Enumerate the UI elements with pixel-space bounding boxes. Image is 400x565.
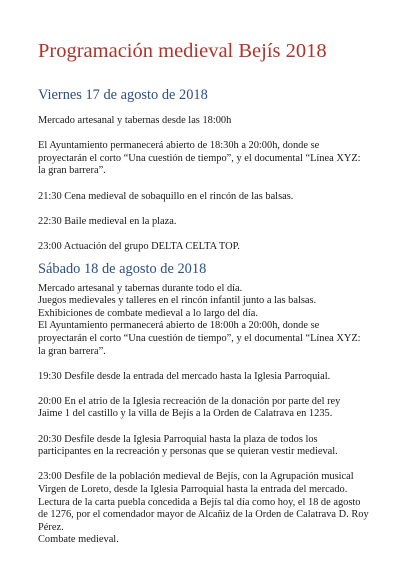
friday-paragraph-market [38, 115, 370, 128]
day-heading-friday: Viernes 17 de agosto de 2018 [38, 87, 208, 103]
text-line: la gran barrera”. [38, 165, 106, 177]
saturday-paragraph-night-parade [38, 471, 370, 547]
text-line: Lectura de la carta puebla concedida a Bejís tal día como hoy, el 18 de agosto [38, 496, 361, 508]
saturday-paragraph-parade [38, 371, 370, 384]
text-line: 20:00 En el atrio de la Iglesia recreación de la donación por parte del rey [38, 395, 341, 407]
text-line: 23:00 Actuación del grupo DELTA CELTA TOP. [38, 240, 240, 252]
text-line: 23:00 Desfile de la población medieval de Bejís, con la Agrupación musical [38, 471, 354, 483]
text-line: Jaime 1 del castillo y la villa de Bejís a la Orden de Calatrava en 1235. [38, 408, 333, 420]
text-line: El Ayuntamiento permanecerá abierto de 18:30h a 20:00h, donde se [38, 140, 320, 152]
saturday-paragraph-participants-parade [38, 434, 370, 459]
saturday-paragraph-reenactment [38, 396, 370, 421]
text-line: Mercado artesanal y tabernas desde las 18:00h [38, 115, 232, 126]
text-line: Virgen de Loreto, desde la Iglesia Parroquial hasta la entrada del mercado. [38, 484, 348, 496]
text-line: El Ayuntamiento permanecerá abierto de 18:00h a 20:00h, donde se [38, 320, 320, 332]
friday-paragraph-town-hall [38, 140, 370, 178]
text-line: de 1276, por el comendador mayor de Alcañiz de la Orden de Calatrava D. Roy [38, 509, 369, 521]
day-heading-saturday: Sábado 18 de agosto de 2018 [38, 260, 207, 277]
document-title: Programación medieval Bejís 2018 [38, 40, 327, 62]
text-line: Exhibiciones de combate medieval a lo largo del día. [38, 307, 258, 319]
text-line: Combate medieval. [38, 534, 119, 546]
text-line: participantes en la recreación y personas que se quieran vestir medieval. [38, 446, 338, 458]
text-line: 19:30 Desfile desde la entrada del mercado hasta la Iglesia Parroquial. [38, 370, 331, 382]
text-line: proyectarán el corto “Una cuestión de tiempo”, y el documental “Línea XYZ: [38, 152, 361, 164]
friday-paragraph-dinner [38, 191, 370, 204]
text-line: Mercado artesanal y tabernas durante todo el día. [38, 282, 243, 294]
text-line: 22:30 Baile medieval en la plaza. [38, 215, 177, 227]
text-line: Juegos medievales y talleres en el rincón infantil junto a las balsas. [38, 295, 317, 307]
text-line: la gran barrera”. [38, 345, 106, 357]
text-line: 20:30 Desfile desde la Iglesia Parroquial hasta la plaza de todos los [38, 433, 318, 445]
text-line: 21:30 Cena medieval de sobaquillo en el rincón de las balsas. [38, 190, 294, 202]
saturday-paragraph-activities [38, 283, 370, 359]
friday-paragraph-concert [38, 241, 370, 254]
text-line: Pérez. [38, 521, 64, 533]
text-line: proyectarán el corto “Una cuestión de tiempo”, y el documental “Línea XYZ: [38, 332, 361, 344]
friday-paragraph-dance [38, 216, 370, 229]
